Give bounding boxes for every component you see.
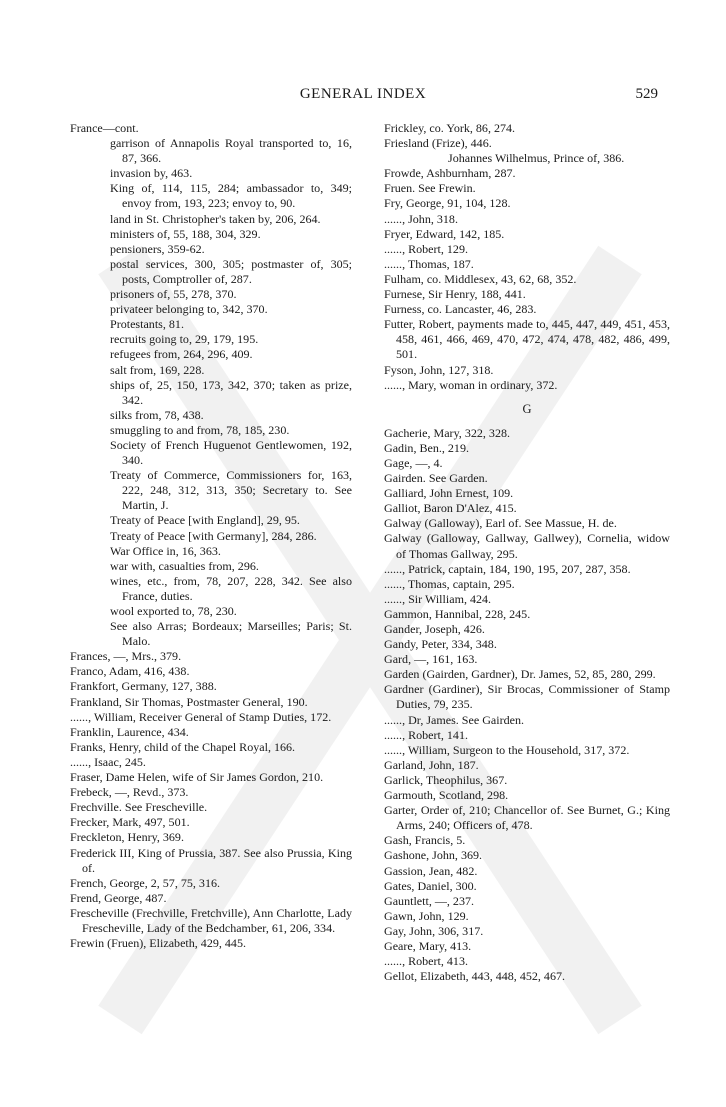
index-entry: Gauntlett, —, 237.	[384, 893, 475, 908]
index-subentry: ministers of, 55, 188, 304, 329.	[110, 226, 261, 241]
index-entry: Galliot, Baron D'Alez, 415.	[384, 501, 517, 516]
index-subentry: land in St. Christopher's taken by, 206, 264.	[110, 211, 321, 226]
index-entry: Gay, John, 306, 317.	[384, 923, 484, 938]
index-subentry: ships of, 25, 150, 173, 342, 370; taken as prize, 342.	[110, 377, 352, 407]
index-entry: ......, Robert, 129.	[384, 241, 468, 256]
index-entry: Gash, Francis, 5.	[384, 833, 466, 848]
index-entry: Geare, Mary, 413.	[384, 938, 472, 953]
index-entry: Franks, Henry, child of the Chapel Royal, 166.	[70, 739, 296, 754]
index-entry: Gates, Daniel, 300.	[384, 878, 477, 893]
index-entry: Fyson, John, 127, 318.	[384, 362, 494, 377]
index-entry: Fryer, Edward, 142, 185.	[384, 226, 505, 241]
index-subentry: prisoners of, 55, 278, 370.	[110, 287, 237, 302]
index-subentry: See also Arras; Bordeaux; Marseilles; Paris; St. Malo.	[110, 619, 352, 649]
index-column-left	[70, 121, 352, 951]
index-entry: Frescheville (Frechville, Fretchville), Ann Charlotte, Lady Frescheville, Lady of the Bedchamber, 61, 206, 334.	[70, 905, 352, 935]
index-entry: Frecker, Mark, 497, 501.	[70, 815, 190, 830]
index-entry: Fraser, Dame Helen, wife of Sir James Gordon, 210.	[70, 770, 324, 785]
index-entry: Garlick, Theophilus, 367.	[384, 772, 508, 787]
index-column-right	[384, 121, 670, 984]
index-entry: Gairden. See Garden.	[384, 471, 488, 486]
index-entry: Gage, —, 4.	[384, 455, 443, 470]
index-entry: Gandy, Peter, 334, 348.	[384, 637, 497, 652]
index-entry: Gardner (Gardiner), Sir Brocas, Commissioner of Stamp Duties, 79, 235.	[384, 682, 670, 712]
index-entry: Frebeck, —, Revd., 373.	[70, 785, 189, 800]
index-entry: ......, Thomas, 187.	[384, 256, 474, 271]
index-entry: Gammon, Hannibal, 228, 245.	[384, 606, 531, 621]
index-entry: ......, Dr, James. See Gairden.	[384, 712, 525, 727]
index-entry: Frankfort, Germany, 127, 388.	[70, 679, 217, 694]
index-entry: Gawn, John, 129.	[384, 908, 469, 923]
index-subentry: Treaty of Peace [with Germany], 284, 286.	[110, 528, 317, 543]
index-subentry: Treaty of Peace [with England], 29, 95.	[110, 513, 300, 528]
index-entry: Frances, —, Mrs., 379.	[70, 649, 182, 664]
index-subentry: smuggling to and from, 78, 185, 230.	[110, 422, 290, 437]
index-entry: ......, Robert, 413.	[384, 954, 468, 969]
index-subentry: postal services, 300, 305; postmaster of, 305; posts, Comptroller of, 287.	[110, 256, 352, 286]
index-entry: ......, John, 318.	[384, 211, 458, 226]
index-entry: ......, Thomas, captain, 295.	[384, 576, 515, 591]
index-entry: Gander, Joseph, 426.	[384, 622, 485, 636]
index-subentry: Society of French Huguenot Gentlewomen, 192, 340.	[110, 437, 352, 468]
index-entry: Garter, Order of, 210; Chancellor of. See Burnet, G.; King Arms, 240; Officers of, 478.	[384, 803, 670, 833]
index-subentry: recruits going to, 29, 179, 195.	[110, 332, 259, 347]
index-subentry: Johannes Wilhelmus, Prince of, 386.	[448, 151, 625, 166]
index-entry: Furnese, Sir Henry, 188, 441.	[384, 287, 526, 302]
index-entry: Franklin, Laurence, 434.	[70, 724, 189, 739]
index-entry: Frederick III, King of Prussia, 387. See also Prussia, King of.	[70, 845, 352, 875]
index-subentry: refugees from, 264, 296, 409.	[110, 347, 253, 362]
index-entry: Frankland, Sir Thomas, Postmaster General, 190.	[70, 694, 308, 709]
index-entry: ......, Sir William, 424.	[384, 591, 492, 606]
index-entry: Friesland (Frize), 446.	[384, 136, 492, 151]
index-entry: Garmouth, Scotland, 298.	[384, 788, 509, 803]
index-entry: Fry, George, 91, 104, 128.	[384, 196, 511, 211]
index-entry: Fruen. See Frewin.	[384, 181, 476, 196]
index-entry: Garden (Gairden, Gardner), Dr. James, 52, 85, 280, 299.	[384, 667, 656, 682]
index-entry: Gassion, Jean, 482.	[384, 863, 478, 878]
index-entry: Galliard, John Ernest, 109.	[384, 486, 514, 501]
index-subentry: garrison of Annapolis Royal transported to, 16, 87, 366.	[110, 136, 352, 166]
index-subentry: Treaty of Commerce, Commissioners for, 163, 222, 248, 312, 313, 350; Secretary to. See Martin, J.	[110, 468, 352, 513]
page-title: GENERAL INDEX	[299, 86, 427, 102]
index-entry: Fulham, co. Middlesex, 43, 62, 68, 352.	[384, 271, 577, 286]
index-subentry: salt from, 169, 228.	[110, 362, 205, 377]
index-subentry: invasion by, 463.	[110, 166, 193, 181]
index-entry: Gadin, Ben., 219.	[384, 440, 469, 455]
index-entry: France—cont.	[70, 121, 139, 135]
index-entry: Franco, Adam, 416, 438.	[70, 664, 190, 679]
index-entry: Futter, Robert, payments made to, 445, 447, 449, 451, 453, 458, 461, 466, 469, 470, 472, 474, 478, 482, 486, 499, 501.	[384, 317, 670, 362]
index-entry: ......, Isaac, 245.	[70, 754, 146, 769]
index-entry: Gard, —, 161, 163.	[384, 652, 478, 667]
index-entry: ......, Patrick, captain, 184, 190, 195, 207, 287, 358.	[384, 561, 631, 576]
index-subentry: war with, casualties from, 296.	[110, 558, 259, 573]
page-number: 529	[635, 86, 658, 102]
index-entry: Frickley, co. York, 86, 274.	[384, 121, 516, 135]
index-entry: Gellot, Elizabeth, 443, 448, 452, 467.	[384, 969, 566, 984]
section-letter-heading: G	[522, 401, 532, 416]
index-subentry: privateer belonging to, 342, 370.	[110, 302, 268, 317]
page-header	[0, 84, 726, 108]
index-subentry: Protestants, 81.	[110, 317, 184, 332]
index-entry: Frowde, Ashburnham, 287.	[384, 166, 516, 181]
index-entry: Gashone, John, 369.	[384, 848, 483, 863]
index-entry: ......, William, Surgeon to the Household, 317, 372.	[384, 742, 630, 757]
index-entry: Frewin (Fruen), Elizabeth, 429, 445.	[70, 936, 246, 951]
index-entry: Galway (Galloway), Earl of. See Massue, H. de.	[384, 516, 617, 531]
index-subentry: silks from, 78, 438.	[110, 407, 204, 422]
index-subentry: King of, 114, 115, 284; ambassador to, 349; envoy from, 193, 223; envoy to, 90.	[110, 181, 352, 211]
index-subentry: wines, etc., from, 78, 207, 228, 342. See also France, duties.	[110, 573, 352, 603]
index-entry: ......, William, Receiver General of Stamp Duties, 172.	[70, 709, 332, 724]
index-entry: ......, Mary, woman in ordinary, 372.	[384, 377, 558, 392]
index-subentry: pensioners, 359-62.	[110, 241, 205, 256]
index-entry: Furness, co. Lancaster, 46, 283.	[384, 302, 537, 317]
index-entry: Gacherie, Mary, 322, 328.	[384, 425, 511, 440]
index-entry: French, George, 2, 57, 75, 316.	[70, 875, 221, 890]
index-subentry: wool exported to, 78, 230.	[110, 604, 237, 618]
index-entry: ......, Robert, 141.	[384, 727, 468, 742]
index-entry: Freckleton, Henry, 369.	[70, 830, 184, 845]
index-entry: Galway (Galloway, Gallway, Gallwey), Cornelia, widow of Thomas Gallway, 295.	[384, 531, 670, 561]
index-entry: Garland, John, 187.	[384, 757, 479, 772]
index-entry: Frechville. See Frescheville.	[70, 800, 208, 815]
index-entry: Frend, George, 487.	[70, 890, 167, 905]
index-subentry: War Office in, 16, 363.	[110, 543, 221, 558]
